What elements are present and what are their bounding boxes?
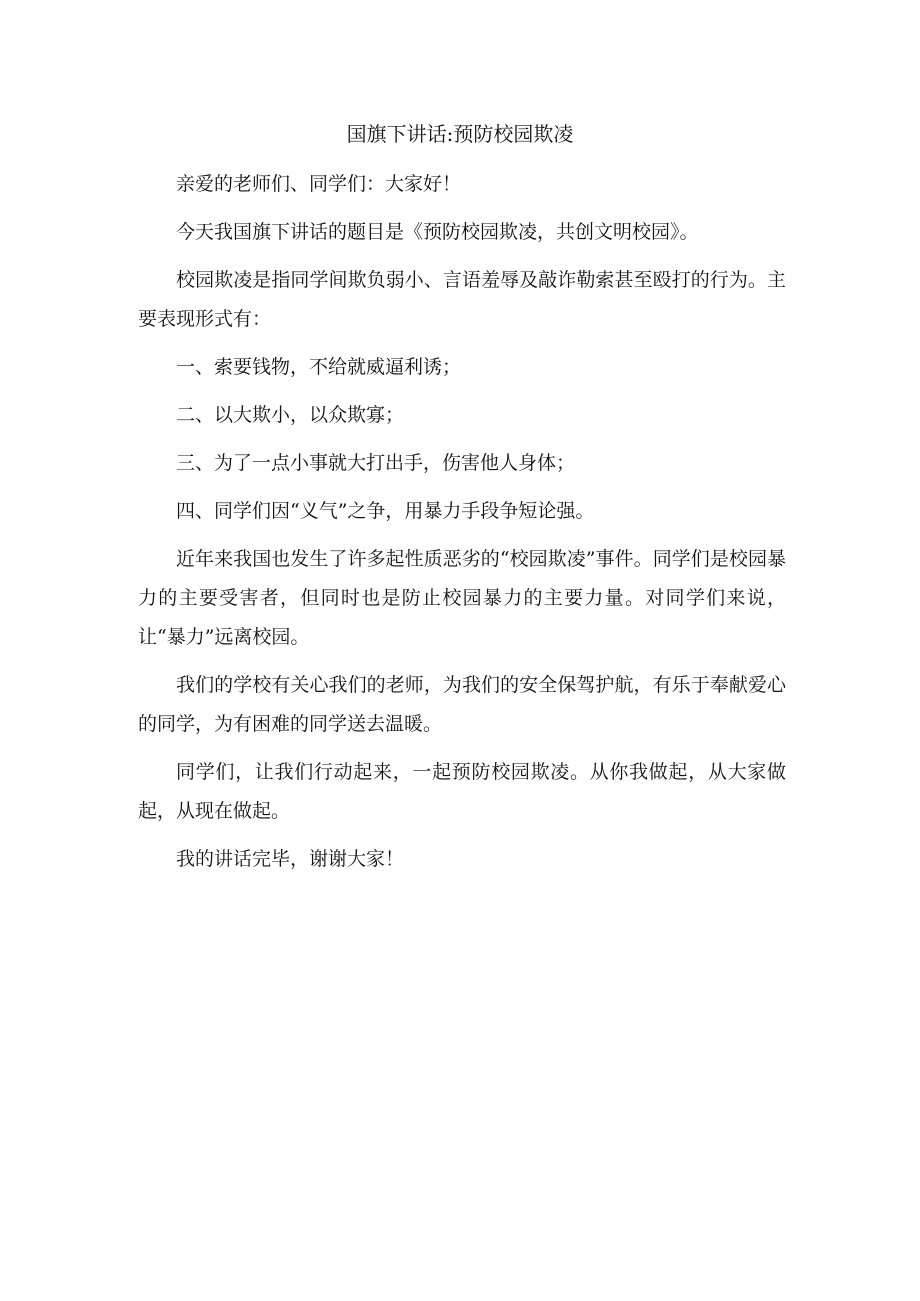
document-body [138,165,786,888]
school-care-paragraph: 我们的学校有关心我们的老师，为我们的安全保驾护航，有乐于奉献爱心的同学，为有困难的同学送去温暖。 [138,674,786,735]
list-item-4: 四、同学们因“义气”之争，用暴力手段争短论强。 [176,500,595,522]
greeting-paragraph: 亲爱的老师们、同学们：大家好！ [176,173,462,195]
closing-paragraph: 我的讲话完毕，谢谢大家！ [176,848,405,870]
list-item-3: 三、为了一点小事就大打出手，伤害他人身体； [176,452,576,474]
incidents-paragraph: 近年来我国也发生了许多起性质恶劣的“校园欺凌”事件。同学们是校园暴力的主要受害者，但同时也是防止校园暴力的主要力量。对同学们来说，让“暴力”远离校园。 [138,548,786,648]
definition-paragraph: 校园欺凌是指同学间欺负弱小、言语羞辱及敲诈勒索甚至殴打的行为。主要表现形式有： [138,269,786,330]
list-item-1: 一、索要钱物，不给就威逼利诱； [176,356,462,378]
list-item-2: 二、以大欺小，以众欺寡； [176,404,405,426]
document-title: 国旗下讲话:预防校园欺凌 [346,122,574,146]
topic-paragraph: 今天我国旗下讲话的题目是《预防校园欺凌，共创文明校园》。 [176,221,699,243]
call-to-action-paragraph: 同学们，让我们行动起来，一起预防校园欺凌。从你我做起，从大家做起，从现在做起。 [138,761,786,822]
